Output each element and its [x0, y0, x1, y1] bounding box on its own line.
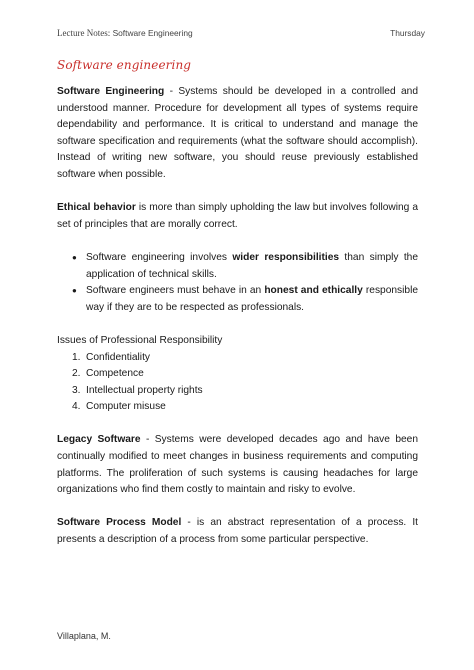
legacy-software-term: Legacy Software: [57, 434, 141, 446]
issues-heading: Issues of Professional Responsibility: [57, 334, 223, 346]
process-model-text: - is an abstract representation of a process. It presents a description of a process from some particular perspective.: [57, 517, 419, 546]
legacy-software-text: - Systems were developed decades ago and have been continually modified to meet changes in business requirements and computing platforms. The proliferation of such systems is causing headaches for large organizations who find them costly to maintain and risky to evolve.: [57, 434, 418, 496]
spacer: [57, 233, 418, 250]
list-label: Confidentiality: [86, 351, 150, 363]
list-label: Intellectual property rights: [86, 384, 203, 396]
list-number: 3.: [72, 384, 81, 396]
bullet-item: [57, 283, 418, 316]
legacy-software-paragraph: [57, 432, 418, 498]
bullet-icon: ●: [72, 252, 77, 262]
bullet-text-before: Software engineers must behave in an: [86, 285, 265, 297]
list-number: 1.: [72, 351, 81, 363]
bullet-item: [57, 250, 418, 283]
spacer: [57, 316, 418, 333]
software-engineering-term: Software Engineering: [57, 86, 165, 97]
list-item: [57, 366, 418, 383]
spacer: [57, 184, 418, 201]
list-item: [57, 350, 418, 367]
page-header: [57, 28, 425, 38]
list-item: [57, 399, 418, 416]
ethical-behavior-term: Ethical behavior: [57, 202, 136, 214]
spacer: [57, 499, 418, 516]
header-prefix: Lecture Notes:: [57, 28, 111, 38]
responsibility-bullet-list: [57, 250, 418, 316]
header-day: Thursday: [390, 28, 425, 38]
process-model-term: Software Process Model: [57, 517, 182, 529]
header-course: Software Engineering: [112, 28, 193, 38]
software-engineering-text: - Systems should be developed in a controlled and understood manner. Procedure for development all types of systems require dependability and performance. It is critical to understand and manage the software specification and requirements (what the software should accomplish). Instead of writing new software, you should reuse previously established software when possible.: [57, 86, 418, 180]
bullet-emphasis: wider responsibilities: [232, 251, 340, 263]
list-label: Competence: [86, 368, 144, 380]
ethical-behavior-paragraph: [57, 200, 418, 233]
page-footer: Villaplana, M.: [57, 631, 111, 641]
list-number: 4.: [72, 401, 81, 413]
spacer: [57, 416, 418, 433]
issues-numbered-list: [57, 350, 418, 416]
bullet-text-before: Software engineering involves: [86, 251, 233, 263]
list-label: Computer misuse: [86, 401, 166, 413]
header-left: [57, 28, 193, 38]
page-content: [57, 84, 418, 549]
bullet-icon: ●: [72, 286, 77, 296]
ethical-behavior-text: is more than simply upholding the law but involves following a set of principles that are morally correct.: [57, 202, 418, 230]
bullet-emphasis: honest and ethically: [264, 285, 363, 297]
list-item: [57, 383, 418, 400]
process-model-paragraph: [57, 515, 418, 548]
software-engineering-paragraph: [57, 84, 418, 184]
list-number: 2.: [72, 368, 81, 380]
bullet-text-after: than simply the application of technical skills.: [86, 251, 418, 280]
bullet-text-after: responsible way if they are to be respected as professionals.: [86, 285, 418, 313]
page-title: Software engineering: [57, 58, 192, 72]
